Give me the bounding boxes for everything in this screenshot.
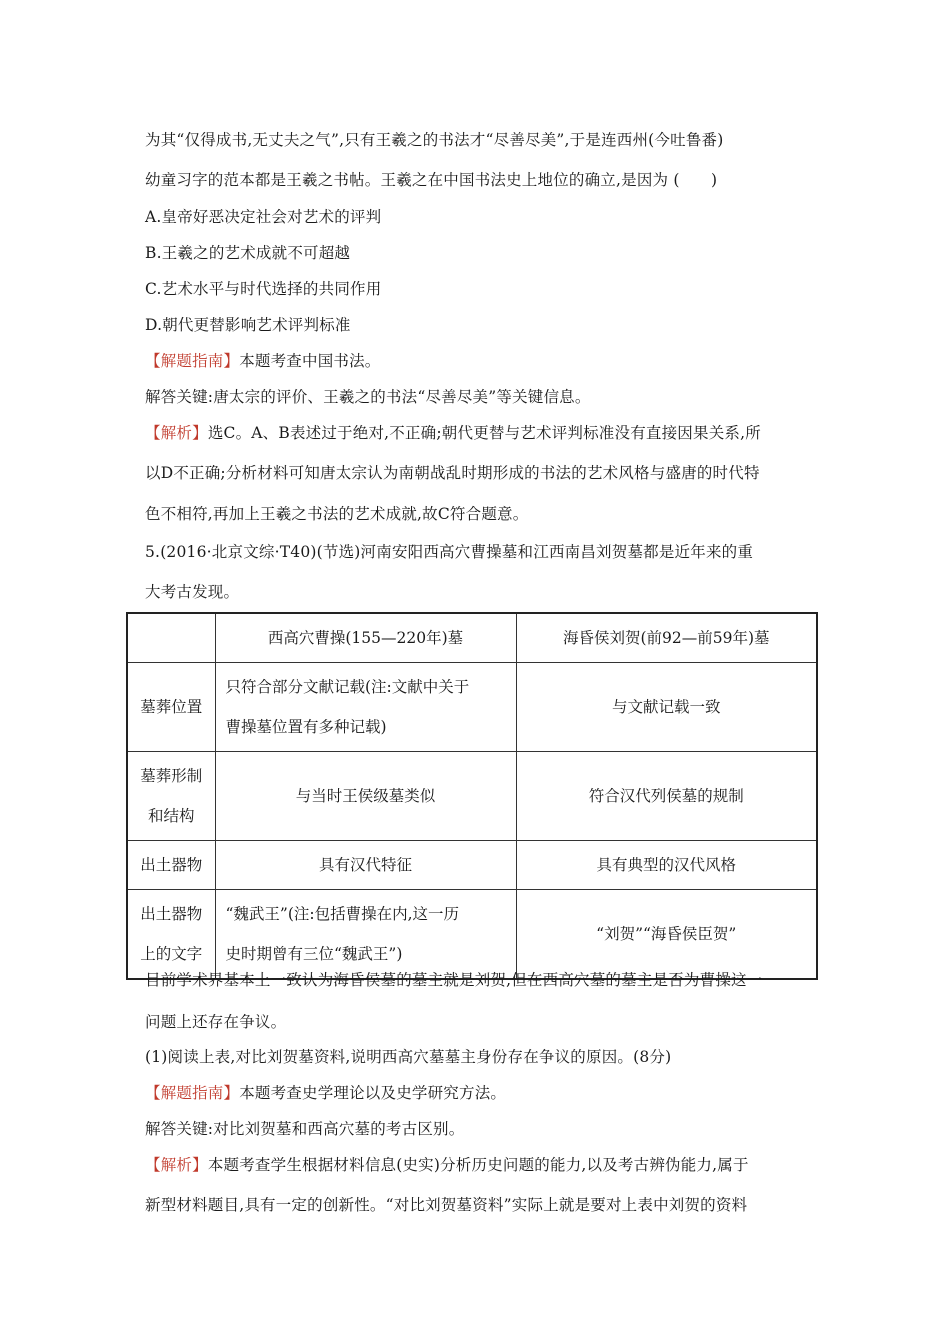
liuhe-cell: 与文献记载一致 — [516, 663, 817, 752]
table-row — [127, 752, 817, 841]
comparison-table — [126, 612, 818, 980]
table-header-cell — [127, 613, 215, 663]
option-c: C.艺术水平与时代选择的共同作用 — [145, 280, 382, 298]
guide-text: 本题考查中国书法。 — [239, 352, 381, 370]
key-line: 解答关键:唐太宗的评价、王羲之的书法“尽善尽美”等关键信息。 — [145, 388, 591, 406]
row-label: 墓葬位置 — [127, 663, 215, 752]
guide-text: 本题考查史学理论以及史学研究方法。 — [239, 1084, 507, 1102]
caocao-cell: 与当时王侯级墓类似 — [215, 752, 516, 841]
analysis-line — [145, 421, 761, 443]
table-row — [127, 663, 817, 752]
analysis-tag: 【解析】 — [145, 424, 208, 442]
key-line: 解答关键:对比刘贺墓和西高穴墓的考古区别。 — [145, 1120, 465, 1138]
analysis-text: 本题考查学生根据材料信息(史实)分析历史问题的能力,以及考古辨伪能力,属于 — [207, 1156, 749, 1174]
guide-tag: 【解题指南】 — [145, 1084, 240, 1102]
table-row — [127, 841, 817, 890]
option-b: B.王羲之的艺术成就不可超越 — [145, 244, 351, 262]
question-stem: 幼童习字的范本都是王羲之书帖。王羲之在中国书法史上地位的确立,是因为 ( ) — [145, 171, 718, 189]
text-line: 为其“仅得成书,无丈夫之气”,只有王羲之的书法才“尽善尽美”,于是连西州(今吐鲁番) — [145, 131, 724, 149]
liuhe-cell: 符合汉代列侯墓的规制 — [516, 752, 817, 841]
table-header-row — [127, 613, 817, 663]
liuhe-cell: 具有典型的汉代风格 — [516, 841, 817, 890]
sub-question-1: (1)阅读上表,对比刘贺墓资料,说明西高穴墓墓主身份存在争议的原因。(8分) — [145, 1048, 672, 1066]
analysis-text: 选C。A、B表述过于绝对,不正确;朝代更替与艺术评判标准没有直接因果关系,所 — [207, 424, 761, 442]
guide-line — [145, 1081, 506, 1103]
table-header-cell: 海昏侯刘贺(前92—前59年)墓 — [516, 613, 817, 663]
analysis-cont: 以D不正确;分析材料可知唐太宗认为南朝战乱时期形成的书法的艺术风格与盛唐的时代特 — [145, 464, 760, 482]
guide-tag: 【解题指南】 — [145, 352, 240, 370]
row-label: 出土器物 上的文字 — [127, 890, 215, 980]
liuhe-cell: “刘贺”“海昏侯臣贺” — [516, 890, 817, 980]
analysis-line — [145, 1153, 749, 1175]
caocao-cell: “魏武王”(注:包括曹操在内,这一历 史时期曾有三位“魏武王”) — [215, 890, 516, 980]
row-label: 墓葬形制 和结构 — [127, 752, 215, 841]
analysis-tag: 【解析】 — [145, 1156, 208, 1174]
paragraph-line: 问题上还存在争议。 — [145, 1013, 287, 1031]
caocao-cell: 只符合部分文献记载(注:文献中关于 曹操墓位置有多种记载) — [215, 663, 516, 752]
option-d: D.朝代更替影响艺术评判标准 — [145, 316, 351, 334]
question-5-cont: 大考古发现。 — [145, 583, 240, 601]
table-header-cell: 西高穴曹操(155—220年)墓 — [215, 613, 516, 663]
table-row — [127, 890, 817, 980]
caocao-cell: 具有汉代特征 — [215, 841, 516, 890]
paragraph-line: 目前学术界基本上一致认为海昏侯墓的墓主就是刘贺,但在西高穴墓的墓主是否为曹操这一 — [145, 971, 763, 989]
option-a: A.皇帝好恶决定社会对艺术的评判 — [145, 208, 382, 226]
analysis-cont: 色不相符,再加上王羲之书法的艺术成就,故C符合题意。 — [145, 505, 529, 523]
guide-line — [145, 349, 381, 371]
analysis-cont: 新型材料题目,具有一定的创新性。“对比刘贺墓资料”实际上就是要对上表中刘贺的资料 — [145, 1196, 748, 1214]
row-label: 出土器物 — [127, 841, 215, 890]
question-5: 5.(2016·北京文综·T40)(节选)河南安阳西高穴曹操墓和江西南昌刘贺墓都是近年来的重 — [145, 543, 754, 561]
